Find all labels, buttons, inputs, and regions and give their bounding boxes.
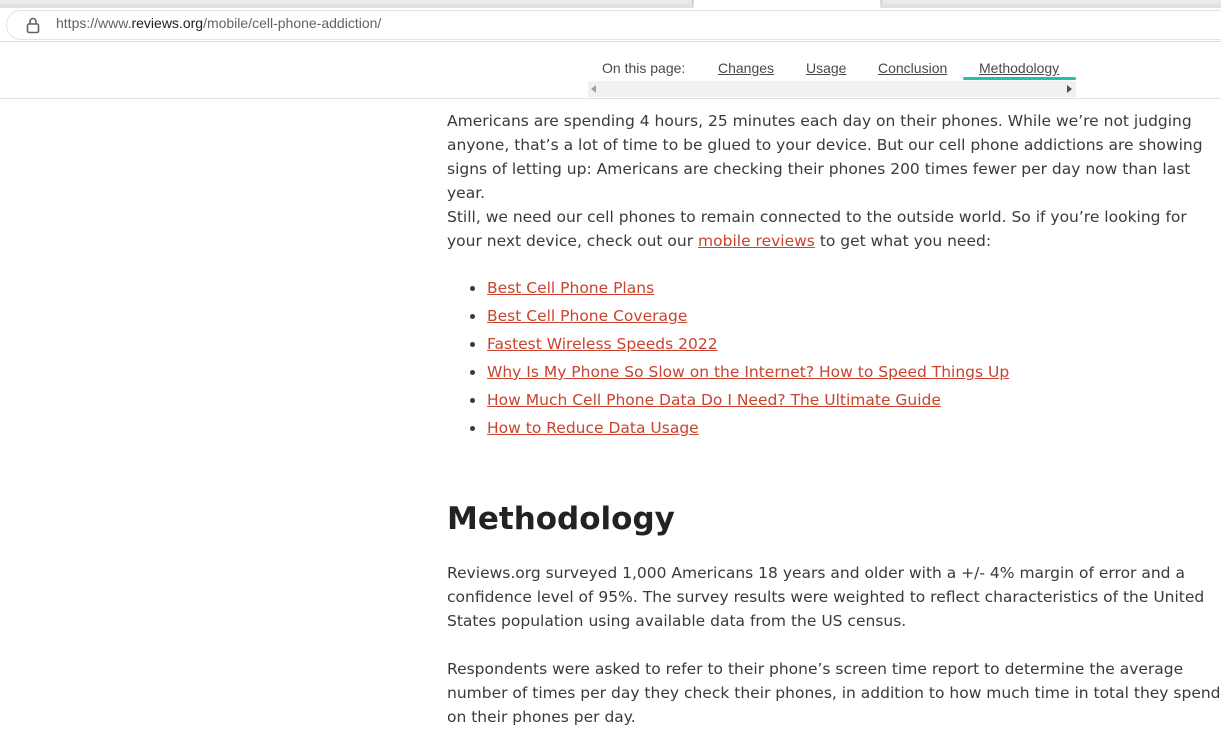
browser-tab[interactable] (881, 0, 1221, 4)
on-this-page-nav (0, 43, 1221, 99)
bullet-icon (470, 342, 475, 347)
scroll-right-icon[interactable] (1067, 85, 1072, 93)
toc-link-changes[interactable]: Changes (718, 60, 775, 76)
url-host: reviews.org (131, 15, 204, 31)
link-best-cell-phone-plans[interactable]: Best Cell Phone Plans (487, 279, 655, 297)
list-item (447, 304, 1009, 332)
bullet-icon (470, 398, 475, 403)
address-bar-area (0, 8, 1221, 42)
list-item (447, 360, 1009, 388)
link-best-cell-phone-coverage[interactable]: Best Cell Phone Coverage (487, 307, 688, 325)
link-how-much-data[interactable]: How Much Cell Phone Data Do I Need? The Ultimate Guide (487, 391, 941, 409)
link-reduce-data-usage[interactable]: How to Reduce Data Usage (487, 419, 699, 437)
list-item (447, 332, 1009, 360)
mobile-reviews-link[interactable]: mobile reviews (698, 232, 815, 250)
device-paragraph (447, 205, 1221, 253)
url-prefix: https://www. (56, 15, 132, 31)
device-paragraph-text: to get what you need: (814, 232, 992, 250)
bullet-icon (470, 370, 475, 375)
methodology-paragraph-1: Reviews.org surveyed 1,000 Americans 18 years and older with a +/- 4% margin of error and a confidence level of 95%. The survey results were weighted to reflect characteristics of the United States population using available data from the US census. (447, 564, 1205, 630)
toc-active-indicator (963, 77, 1076, 80)
browser-tab[interactable] (0, 0, 693, 4)
list-item (447, 276, 1009, 304)
browser-tab-strip (0, 0, 1221, 8)
scroll-left-icon[interactable] (591, 85, 596, 93)
link-fastest-wireless-speeds[interactable]: Fastest Wireless Speeds 2022 (487, 335, 718, 353)
list-item (447, 416, 1009, 444)
methodology-heading: Methodology (447, 501, 675, 537)
toc-link-conclusion[interactable]: Conclusion (878, 60, 948, 76)
related-links-list (447, 276, 1009, 444)
toc-scrollbar[interactable] (588, 81, 1076, 97)
bullet-icon (470, 286, 475, 291)
device-paragraph-text: Still, we need our cell phones to remain connected to the outside world. So if you’re looking for your next device, check out our (447, 208, 1187, 250)
bullet-icon (470, 426, 475, 431)
lock-icon[interactable] (26, 16, 40, 34)
on-this-page-label: On this page: (602, 60, 686, 76)
url-text[interactable] (56, 15, 381, 31)
link-phone-slow-internet[interactable]: Why Is My Phone So Slow on the Internet? How to Speed Things Up (487, 363, 1010, 381)
browser-tab-active[interactable] (694, 0, 880, 8)
methodology-paragraph-2: Respondents were asked to refer to their phone’s screen time report to determine the average number of times per day they check their phones, in addition to how much time in total they spend on their phones per day. (447, 660, 1221, 726)
toc-link-usage[interactable]: Usage (806, 60, 847, 76)
toc-link-methodology[interactable]: Methodology (979, 60, 1060, 76)
bullet-icon (470, 314, 475, 319)
intro-paragraph: Americans are spending 4 hours, 25 minutes each day on their phones. While we’re not judging anyone, that’s a lot of time to be glued to your device. But our cell phone addictions are showing signs of letting up: Americans are checking their phones 200 times fewer per day now than last year. (447, 112, 1203, 202)
list-item (447, 388, 1009, 416)
url-path: /mobile/cell-phone-addiction/ (203, 15, 382, 31)
